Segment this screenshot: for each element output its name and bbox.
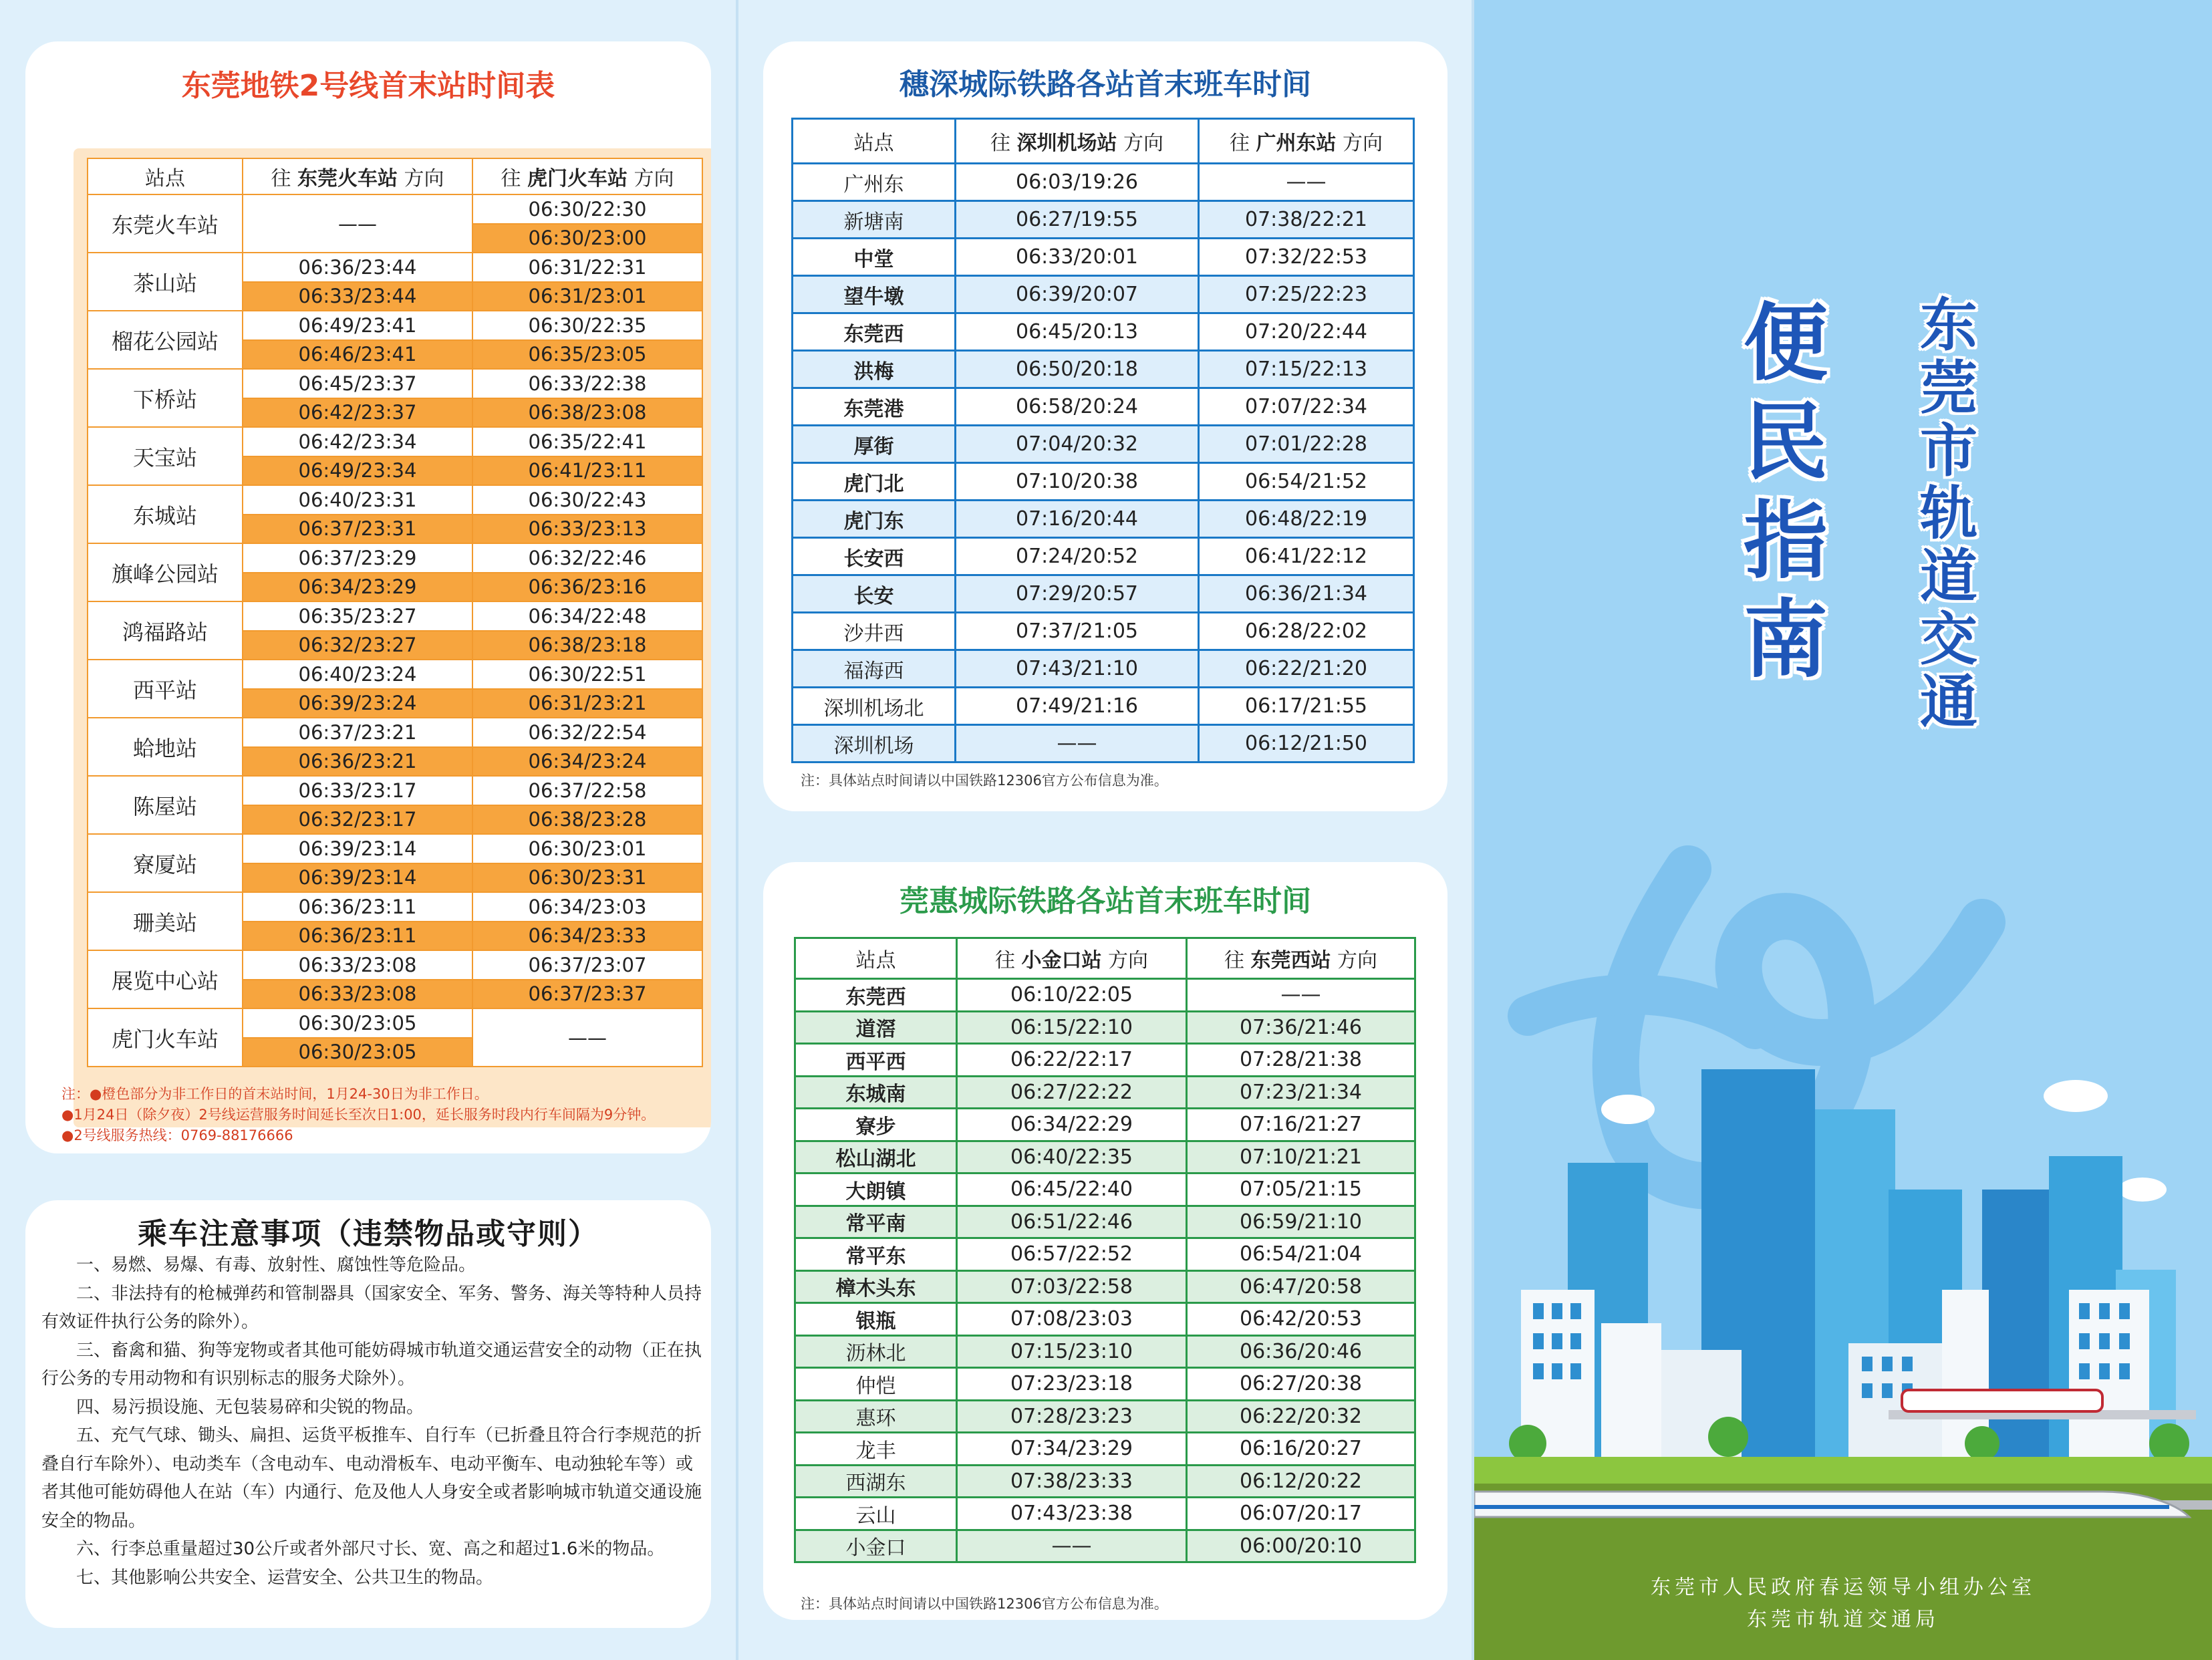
metro-note: ●2号线服务热线：0769-88176666	[61, 1127, 293, 1143]
guanhui-row	[795, 1109, 1415, 1141]
station-name: 道滘	[795, 1011, 957, 1044]
station-name: 展览中心站	[88, 950, 243, 1008]
guanhui-card	[763, 862, 1447, 1620]
tree	[1708, 1417, 1748, 1457]
footer-issuer-2: 东莞市轨道交通局	[1747, 1608, 1939, 1631]
cover-panel	[1474, 0, 2212, 1660]
time-cell: 06:58/20:24	[956, 388, 1199, 426]
time-cell: 06:33/23:17	[243, 776, 472, 805]
guanhui-row	[795, 1206, 1415, 1238]
time-cell: ——	[1187, 979, 1415, 1012]
station-name: 东莞火车站	[88, 194, 243, 253]
station-name: 深圳机场	[793, 725, 956, 763]
time-cell: 06:27/20:38	[1187, 1368, 1415, 1401]
time-cell: 07:23/23:18	[957, 1368, 1187, 1401]
station-name: 西平站	[88, 660, 243, 718]
time-cell: 06:54/21:52	[1199, 463, 1414, 501]
metro-row	[88, 427, 702, 456]
time-cell: 06:22/20:32	[1187, 1400, 1415, 1433]
suishen-row	[793, 725, 1414, 763]
time-cell-nonworkday: 06:38/23:28	[472, 805, 702, 835]
station-name: 榴花公园站	[88, 311, 243, 369]
time-cell: 06:17/21:55	[1199, 688, 1414, 725]
time-cell-nonworkday: 06:38/23:08	[472, 398, 702, 428]
sub-title-char: 道	[1920, 543, 1977, 610]
suishen-row	[793, 426, 1414, 463]
header-direction-1: 往 深圳机场站 方向	[956, 119, 1199, 164]
time-cell: 07:24/20:52	[956, 538, 1199, 575]
building	[1601, 1323, 1661, 1457]
suishen-timetable	[791, 118, 1415, 763]
time-cell: ——	[956, 725, 1199, 763]
time-cell: ——	[957, 1530, 1187, 1562]
guanhui-row	[795, 1141, 1415, 1173]
time-cell-nonworkday: 06:34/23:24	[472, 747, 702, 777]
guanhui-title: 莞惠城际铁路各站首末班车时间	[900, 884, 1311, 918]
station-name: 中堂	[793, 239, 956, 276]
time-cell: 06:36/23:11	[243, 892, 472, 922]
sub-title-char: 轨	[1920, 480, 1977, 547]
time-cell-nonworkday: 06:30/23:31	[472, 863, 702, 893]
station-name: 洪梅	[793, 351, 956, 388]
cover-main-title	[1739, 294, 1832, 690]
main-title-char: 指	[1744, 492, 1828, 590]
time-cell: 07:38/23:33	[957, 1465, 1187, 1498]
time-cell-nonworkday: 06:31/23:21	[472, 689, 702, 718]
guanhui-row	[795, 1303, 1415, 1336]
time-cell: 06:34/23:03	[472, 892, 702, 922]
time-cell: 06:30/22:35	[472, 311, 702, 340]
time-cell: 07:38/22:21	[1199, 201, 1414, 239]
station-name: 珊美站	[88, 892, 243, 950]
city-illustration	[1474, 0, 2212, 1660]
rule-item: 三、畜禽和猫、狗等宠物或者其他可能妨碍城市轨道交通运营安全的动物（正在执行公务的专用动物和有识别标志的服务犬除外）。	[41, 1340, 702, 1389]
time-cell: 07:16/21:27	[1187, 1109, 1415, 1141]
station-name: 樟木头东	[795, 1270, 957, 1303]
rules-title: 乘车注意事项（违禁物品或守则）	[138, 1217, 599, 1251]
station-name: 虎门东	[793, 501, 956, 538]
time-cell-nonworkday: 06:30/23:00	[472, 224, 702, 253]
metro-row	[88, 718, 702, 747]
station-name: 福海西	[793, 650, 956, 688]
station-name: 寮厦站	[88, 834, 243, 892]
sub-title-char: 莞	[1920, 355, 1977, 422]
station-name: 东城南	[795, 1076, 957, 1109]
rules-card	[25, 1200, 711, 1628]
metro-timetable-card	[25, 41, 711, 1153]
time-cell: 06:27/22:22	[957, 1076, 1187, 1109]
time-cell: 06:32/22:46	[472, 543, 702, 573]
time-cell: 07:07/22:34	[1199, 388, 1414, 426]
tree	[1965, 1426, 1999, 1461]
metro-row	[88, 950, 702, 980]
station-name: 深圳机场北	[793, 688, 956, 725]
time-cell-nonworkday: 06:33/23:44	[243, 282, 472, 311]
cloud	[2044, 1080, 2108, 1112]
time-cell: 07:03/22:58	[957, 1270, 1187, 1303]
time-cell-nonworkday: 06:37/23:37	[472, 980, 702, 1009]
metro-row	[88, 1008, 702, 1038]
rule-item: 四、易污损设施、无包装易碎和尖锐的物品。	[76, 1397, 424, 1417]
time-cell: 06:15/22:10	[957, 1011, 1187, 1044]
header-direction-1: 往 小金口站 方向	[957, 938, 1187, 979]
metro-row	[88, 660, 702, 689]
header-station: 站点	[88, 158, 243, 194]
time-cell: 06:41/22:12	[1199, 538, 1414, 575]
time-cell: 06:31/22:31	[472, 253, 702, 282]
rule-item: 一、易燃、易爆、有毒、放射性、腐蚀性等危险品。	[76, 1255, 476, 1275]
suishen-row	[793, 688, 1414, 725]
time-cell: 07:28/23:23	[957, 1400, 1187, 1433]
time-cell: ——	[472, 1008, 702, 1067]
time-cell: 06:40/23:24	[243, 660, 472, 689]
suishen-row	[793, 650, 1414, 688]
time-cell: 07:15/22:13	[1199, 351, 1414, 388]
time-cell: 06:45/20:13	[956, 313, 1199, 351]
time-cell-nonworkday: 06:30/23:05	[243, 1038, 472, 1067]
suishen-row	[793, 239, 1414, 276]
station-name: 云山	[795, 1498, 957, 1530]
time-cell: 07:49/21:16	[956, 688, 1199, 725]
time-cell: 07:25/22:23	[1199, 276, 1414, 313]
time-cell: 07:10/20:38	[956, 463, 1199, 501]
header-station: 站点	[793, 119, 956, 164]
station-name: 松山湖北	[795, 1141, 957, 1173]
time-cell-nonworkday: 06:36/23:11	[243, 922, 472, 951]
time-cell: 06:28/22:02	[1199, 613, 1414, 650]
footer-issuer-1: 东莞市人民政府春运领导小组办公室	[1651, 1576, 2036, 1599]
time-cell: 07:01/22:28	[1199, 426, 1414, 463]
time-cell: 07:04/20:32	[956, 426, 1199, 463]
cover-sub-title	[1915, 294, 1982, 734]
guanhui-row	[795, 1076, 1415, 1109]
rule-item: 六、行李总重量超过30公斤或者外部尺寸长、宽、高之和超过1.6米的物品。	[76, 1539, 665, 1559]
time-cell: 07:34/23:29	[957, 1433, 1187, 1466]
time-cell: 06:40/22:35	[957, 1141, 1187, 1173]
tree	[1509, 1425, 1546, 1462]
time-cell: 06:30/22:43	[472, 485, 702, 515]
time-cell-nonworkday: 06:33/23:08	[243, 980, 472, 1009]
sub-title-char: 交	[1920, 606, 1977, 673]
time-cell: ——	[1199, 164, 1414, 201]
station-name: 蛤地站	[88, 718, 243, 776]
sub-title-char: 市	[1920, 418, 1977, 485]
time-cell: 06:07/20:17	[1187, 1498, 1415, 1530]
station-name: 东莞西	[795, 979, 957, 1012]
time-cell-nonworkday: 06:34/23:33	[472, 922, 702, 951]
metro-row	[88, 834, 702, 863]
metro-row	[88, 369, 702, 398]
time-cell-nonworkday: 06:32/23:27	[243, 631, 472, 660]
guanhui-timetable	[794, 937, 1416, 1563]
time-cell: 07:36/21:46	[1187, 1011, 1415, 1044]
suishen-row	[793, 575, 1414, 613]
station-name: 长安西	[793, 538, 956, 575]
time-cell: 06:30/23:05	[243, 1008, 472, 1038]
time-cell: 06:54/21:04	[1187, 1238, 1415, 1271]
station-name: 沥林北	[795, 1335, 957, 1368]
time-cell: 07:08/23:03	[957, 1303, 1187, 1336]
guanhui-row	[795, 1238, 1415, 1271]
time-cell-nonworkday: 06:41/23:11	[472, 456, 702, 486]
suishen-card	[763, 41, 1447, 811]
cloud	[2118, 1178, 2167, 1202]
time-cell: 06:42/23:34	[243, 427, 472, 456]
time-cell: 06:50/20:18	[956, 351, 1199, 388]
station-name: 惠环	[795, 1400, 957, 1433]
guanhui-row	[795, 1433, 1415, 1466]
elevated-train	[1902, 1390, 2102, 1411]
station-name: 西湖东	[795, 1465, 957, 1498]
time-cell: 06:33/22:38	[472, 369, 702, 398]
suishen-row	[793, 164, 1414, 201]
time-cell: 06:34/22:29	[957, 1109, 1187, 1141]
time-cell-nonworkday: 06:32/23:17	[243, 805, 472, 835]
header-direction-2: 往 虎门火车站 方向	[472, 158, 702, 194]
time-cell: 06:51/22:46	[957, 1206, 1187, 1238]
suishen-row	[793, 463, 1414, 501]
metro-row	[88, 776, 702, 805]
suishen-row	[793, 538, 1414, 575]
time-cell: 06:36/23:44	[243, 253, 472, 282]
cloud	[1601, 1095, 1655, 1124]
time-cell: ——	[243, 194, 472, 253]
suishen-note: 注：具体站点时间请以中国铁路12306官方公布信息为准。	[801, 773, 1168, 789]
main-title-char: 民	[1744, 393, 1828, 491]
metro-note: 注：●橙色部分为非工作日的首末站时间，1月24-30日为非工作日。	[61, 1086, 489, 1102]
station-name: 寮步	[795, 1109, 957, 1141]
guanhui-row	[795, 1044, 1415, 1077]
time-cell: 06:33/23:08	[243, 950, 472, 980]
time-cell: 06:45/22:40	[957, 1173, 1187, 1206]
suishen-row	[793, 313, 1414, 351]
time-cell: 06:32/22:54	[472, 718, 702, 747]
metro-timetable	[87, 158, 703, 1067]
time-cell: 06:37/23:21	[243, 718, 472, 747]
station-name: 东莞西	[793, 313, 956, 351]
time-cell-nonworkday: 06:39/23:14	[243, 863, 472, 893]
header-direction-2: 往 东莞西站 方向	[1187, 938, 1415, 979]
time-cell-nonworkday: 06:39/23:24	[243, 689, 472, 718]
guanhui-row	[795, 1011, 1415, 1044]
time-cell: 07:29/20:57	[956, 575, 1199, 613]
header-direction-2: 往 广州东站 方向	[1199, 119, 1414, 164]
time-cell: 07:23/21:34	[1187, 1076, 1415, 1109]
suishen-row	[793, 276, 1414, 313]
metro-row	[88, 311, 702, 340]
time-cell-nonworkday: 06:35/23:05	[472, 340, 702, 370]
station-name: 虎门北	[793, 463, 956, 501]
guanhui-row	[795, 1173, 1415, 1206]
time-cell: 07:43/21:10	[956, 650, 1199, 688]
station-name: 下桥站	[88, 369, 243, 427]
time-cell: 06:34/22:48	[472, 601, 702, 631]
time-cell-nonworkday: 06:42/23:37	[243, 398, 472, 428]
station-name: 沙井西	[793, 613, 956, 650]
time-cell: 07:43/23:38	[957, 1498, 1187, 1530]
high-speed-train	[1474, 1492, 2189, 1517]
station-name: 常平东	[795, 1238, 957, 1271]
station-name: 厚街	[793, 426, 956, 463]
time-cell: 06:27/19:55	[956, 201, 1199, 239]
suishen-row	[793, 201, 1414, 239]
station-name: 广州东	[793, 164, 956, 201]
time-cell: 06:30/22:30	[472, 194, 702, 224]
grass-strip	[1474, 1457, 2212, 1484]
time-cell: 07:15/23:10	[957, 1335, 1187, 1368]
sub-title-char: 东	[1920, 292, 1977, 359]
time-cell-nonworkday: 06:49/23:34	[243, 456, 472, 486]
time-cell-nonworkday: 06:31/23:01	[472, 282, 702, 311]
time-cell: 06:00/20:10	[1187, 1530, 1415, 1562]
guanhui-row	[795, 1465, 1415, 1498]
time-cell: 07:32/22:53	[1199, 239, 1414, 276]
time-cell: 07:28/21:38	[1187, 1044, 1415, 1077]
station-name: 东城站	[88, 485, 243, 543]
time-cell: 07:10/21:21	[1187, 1141, 1415, 1173]
train-stripe	[1474, 1505, 2169, 1509]
time-cell-nonworkday: 06:33/23:13	[472, 515, 702, 544]
time-cell: 07:05/21:15	[1187, 1173, 1415, 1206]
time-cell: 06:39/23:14	[243, 834, 472, 863]
rules-list	[41, 1251, 703, 1592]
time-cell: 06:37/22:58	[472, 776, 702, 805]
metro-row	[88, 253, 702, 282]
time-cell: 06:48/22:19	[1199, 501, 1414, 538]
rule-item: 七、其他影响公共安全、运营安全、公共卫生的物品。	[76, 1567, 494, 1588]
time-cell-nonworkday: 06:34/23:29	[243, 573, 472, 602]
guanhui-row	[795, 1335, 1415, 1368]
time-cell: 06:35/23:27	[243, 601, 472, 631]
time-cell: 06:22/21:20	[1199, 650, 1414, 688]
metro-row	[88, 543, 702, 573]
time-cell: 06:39/20:07	[956, 276, 1199, 313]
station-name: 新塘南	[793, 201, 956, 239]
station-name: 茶山站	[88, 253, 243, 311]
time-cell: 06:12/21:50	[1199, 725, 1414, 763]
time-cell: 06:10/22:05	[957, 979, 1187, 1012]
guanhui-row	[795, 1498, 1415, 1530]
suishen-row	[793, 613, 1414, 650]
header-direction-1: 往 东莞火车站 方向	[243, 158, 472, 194]
station-name: 大朗镇	[795, 1173, 957, 1206]
time-cell: 06:30/22:51	[472, 660, 702, 689]
time-cell: 07:20/22:44	[1199, 313, 1414, 351]
station-name: 旗峰公园站	[88, 543, 243, 601]
metro-notes	[61, 1084, 655, 1146]
station-name: 东莞港	[793, 388, 956, 426]
metro-row	[88, 601, 702, 631]
rule-item: 二、非法持有的枪械弹药和管制器具（国家安全、军务、警务、海关等特种人员持有效证件执行公务的除外）。	[41, 1283, 702, 1332]
station-name: 长安	[793, 575, 956, 613]
station-name: 天宝站	[88, 427, 243, 485]
time-cell: 06:59/21:10	[1187, 1206, 1415, 1238]
header-station: 站点	[795, 938, 957, 979]
time-cell: 06:37/23:29	[243, 543, 472, 573]
metro-title: 东莞地铁2号线首末站时间表	[181, 69, 555, 103]
time-cell-nonworkday: 06:36/23:16	[472, 573, 702, 602]
station-name: 虎门火车站	[88, 1008, 243, 1067]
metro-row	[88, 892, 702, 922]
time-cell: 06:03/19:26	[956, 164, 1199, 201]
suishen-row	[793, 351, 1414, 388]
rule-item: 五、充气气球、锄头、扁担、运货平板推车、自行车（已折叠且符合行李规范的折叠自行车除外）、电动类车（含电动车、电动滑板车、电动平衡车、电动独轮车等）或者其他可能妨碍他人在站（车）内通行、危及他人人身安全或者影响城市轨道交通设施安全的物品。	[41, 1425, 702, 1531]
station-name: 望牛墩	[793, 276, 956, 313]
metro-row	[88, 485, 702, 515]
time-cell: 07:16/20:44	[956, 501, 1199, 538]
metro-row	[88, 194, 702, 224]
guanhui-row	[795, 979, 1415, 1012]
main-title-char: 南	[1744, 591, 1828, 689]
guanhui-row	[795, 1400, 1415, 1433]
time-cell: 06:16/20:27	[1187, 1433, 1415, 1466]
time-cell-nonworkday: 06:46/23:41	[243, 340, 472, 370]
time-cell: 06:36/20:46	[1187, 1335, 1415, 1368]
time-cell-nonworkday: 06:36/23:21	[243, 747, 472, 777]
station-name: 小金口	[795, 1530, 957, 1562]
time-cell-nonworkday: 06:38/23:18	[472, 631, 702, 660]
guanhui-row	[795, 1368, 1415, 1401]
time-cell: 06:35/22:41	[472, 427, 702, 456]
station-name: 鸿福路站	[88, 601, 243, 660]
time-cell: 07:37/21:05	[956, 613, 1199, 650]
suishen-row	[793, 388, 1414, 426]
time-cell: 06:40/23:31	[243, 485, 472, 515]
time-cell: 06:33/20:01	[956, 239, 1199, 276]
guanhui-row	[795, 1530, 1415, 1562]
main-title-char: 便	[1744, 294, 1828, 392]
sub-title-char: 通	[1920, 669, 1977, 736]
time-cell: 06:49/23:41	[243, 311, 472, 340]
guanhui-note: 注：具体站点时间请以中国铁路12306官方公布信息为准。	[801, 1596, 1168, 1612]
time-cell: 06:45/23:37	[243, 369, 472, 398]
time-cell: 06:22/22:17	[957, 1044, 1187, 1077]
guanhui-row	[795, 1270, 1415, 1303]
station-name: 西平西	[795, 1044, 957, 1077]
station-name: 陈屋站	[88, 776, 243, 834]
suishen-row	[793, 501, 1414, 538]
station-name: 仲恺	[795, 1368, 957, 1401]
time-cell: 06:47/20:58	[1187, 1270, 1415, 1303]
station-name: 常平南	[795, 1206, 957, 1238]
time-cell: 06:37/23:07	[472, 950, 702, 980]
time-cell-nonworkday: 06:37/23:31	[243, 515, 472, 544]
time-cell: 06:36/21:34	[1199, 575, 1414, 613]
station-name: 龙丰	[795, 1433, 957, 1466]
time-cell: 06:12/20:22	[1187, 1465, 1415, 1498]
time-cell: 06:57/22:52	[957, 1238, 1187, 1271]
suishen-title: 穗深城际铁路各站首末班车时间	[900, 67, 1311, 102]
metro-note: ●1月24日（除夕夜）2号线运营服务时间延长至次日1:00，延长服务时段内行车间隔为9分钟。	[61, 1107, 656, 1123]
station-name: 银瓶	[795, 1303, 957, 1336]
time-cell: 06:30/23:01	[472, 834, 702, 863]
time-cell: 06:42/20:53	[1187, 1303, 1415, 1336]
